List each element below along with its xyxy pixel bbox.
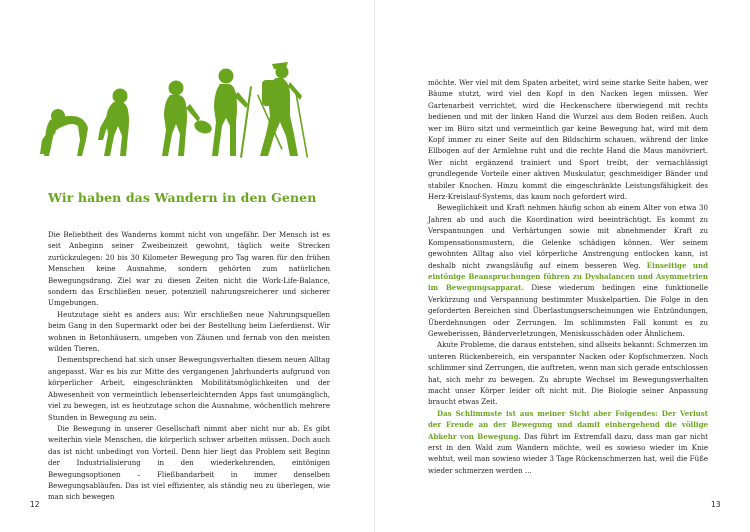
paragraph: möchte. Wer viel mit dem Spaten arbeitet, wird seine starke Seite haben, wer Bäume stutzt, wird viel den Kopf in den Nacken legen müssen. Wer Gartenarbeit verrichtet, wird die Heckenschere überwiegend mit rechts bedienen und mit der linken Hand die Wurzel aus dem Boden reißen. Auch wer im Büro sitzt und vermeintlich gar keine Bewegung hat, wird mit dem Kopf immer zu einer Seite auf den Bildschirm schauen, während der linke Ellbogen auf der Armlehne ruht und die rechte Hand die Maus manövriert. Wer nicht ergänzend trainiert und Sport treibt, der vernachlässigt grundlegende Vorteile einer aktiven Muskulatur, geschmeidiger Bänder und stabiler Knochen. Hinzu kommt die eingeschränkte Leistungsfähigkeit des Herz-Kreislauf-Systems, das kaum noch gefordert wird. bbox=[428, 78, 708, 202]
paragraph-text: Beweglichkeit und Kraft nehmen häufig schon ab einem Alter von etwa 30 Jahren ab und auch die Koordination wird beeinträchtigt. Es kommt zu Verspannungen und Verhärtungen sowie mit abnehmender Kraft zu Kompensationsmustern, die Gelenke schädigen können. Wer seinem gewohnten Alltag also viel körperliche Anstrengung entlocken kann, ist deshalb nicht zwangsläufig auf einem besseren Weg. bbox=[428, 203, 708, 270]
paragraph: Akute Probleme, die daraus entstehen, sind allseits bekannt: Schmerzen im unteren Rückenbereich, ein verspannter Nacken oder Kopfschmerzen. Noch schlimmer sind Zerrungen, die auftreten, wenn man sich gerade entschlossen hat, sich mehr zu bewegen. Zu abrupte Wechsel im Bewegungsverhalten macht unser Körper leider oft nicht mit. Die Biologie seiner Anpassung braucht etwas Zeit. bbox=[428, 340, 708, 407]
highlight-text: Einseitige und eintönige Beanspruchungen führen zu Dysbalancen und Asymmetrien im Bewegungsapparat. bbox=[428, 260, 708, 293]
paragraph-text: Diese wiederum bedingen eine funktionelle Verkürzung und Verspannung bestimmter Muskelpartien. Die Folge in den geforderten Bereichen sind Überlastungserscheinungen wie Entzündungen, Überdehnungen oder Zerrungen. Im schlimmsten Fall kommt es zu Geweberissen, Bänderverletzungen, Meniskusschäden oder Ähnlichem. bbox=[428, 283, 709, 338]
section-heading: Wir haben das Wandern in den Genen bbox=[48, 190, 317, 205]
paragraph-text: Das führt im Extremfall dazu, dass man gar nicht erst in den Wald zum Wandern möchte, weil es sowieso wieder im Knie wehtut, weil man sowieso wieder 3 Tage Rückenschmerzen hat, weil die Füße wieder schmerzen werden … bbox=[428, 431, 709, 475]
paragraph: Die Beliebtheit des Wanderns kommt nicht von ungefähr. Der Mensch ist es seit Anbeginn seiner Zweibeinzeit gewohnt, täglich weite Strecken zurückzulegen: 20 bis 30 Kilometer Bewegung pro Tag waren für den frühen Menschen keine Ausnahme, sondern gehörten zum natürlichen Bewegungsdrang. Ziel war zu diesen Zeiten nicht die Work-Life-Balance, sondern das Erschließen neuer, potenziell nahrungsreicherer und sicherer Umgebungen. bbox=[48, 230, 330, 308]
paragraph: Die Bewegung in unserer Gesellschaft nimmt aber nicht nur ab. Es gibt weiterhin viele Menschen, die körperlich schwer arbeiten müssen. Doch auch das ist nicht unbedingt von Vorteil. Denn hier liegt das Problem seit Beginn der Industrialisierung in den wiederkehrenden, eintönigen Bewegungsoptionen – Fließbandarbeit in immer denselben Bewegungsabläufen. Das ist viel effizienter, als ständig neu zu überlegen, wie man sich bewegen bbox=[48, 423, 330, 502]
paragraph bbox=[428, 202, 708, 339]
page-number-right: 13 bbox=[711, 500, 721, 509]
paragraph: Heutzutage sieht es anders aus: Wir erschließen neue Nahrungsquellen beim Gang in den Supermarkt oder bei der Bestellung beim Lieferdienst. Wir wohnen in Betonhäusern, umgeben von Zäunen und fernab von den meisten wilden Tieren. bbox=[48, 309, 330, 354]
paragraph bbox=[428, 408, 708, 476]
page-number-left: 12 bbox=[30, 500, 40, 509]
highlight-text: Das Schlimmste ist aus meiner Sicht aber Folgendes: Der Verlust der Freude an der Bewegung und damit einhergehend die völlige Abkehr von Bewegung. bbox=[428, 408, 708, 441]
right-body-text bbox=[428, 77, 708, 476]
paragraph: Dementsprechend hat sich unser Bewegungsverhalten diesem neuen Alltag angepasst. War es bis zur Mitte des vergangenen Jahrhunderts aufgrund von körperlicher Arbeit, eingeschränkten Mobilitätsmöglichkeiten und der Abwesenheit von vermeintlich lebenserleichternden Apps fast unumgänglich, viel zu bewegen, ist es heutzutage schon die Ausnahme, wöchentlich mehrere Stunden in Bewegung zu sein. bbox=[48, 355, 330, 422]
